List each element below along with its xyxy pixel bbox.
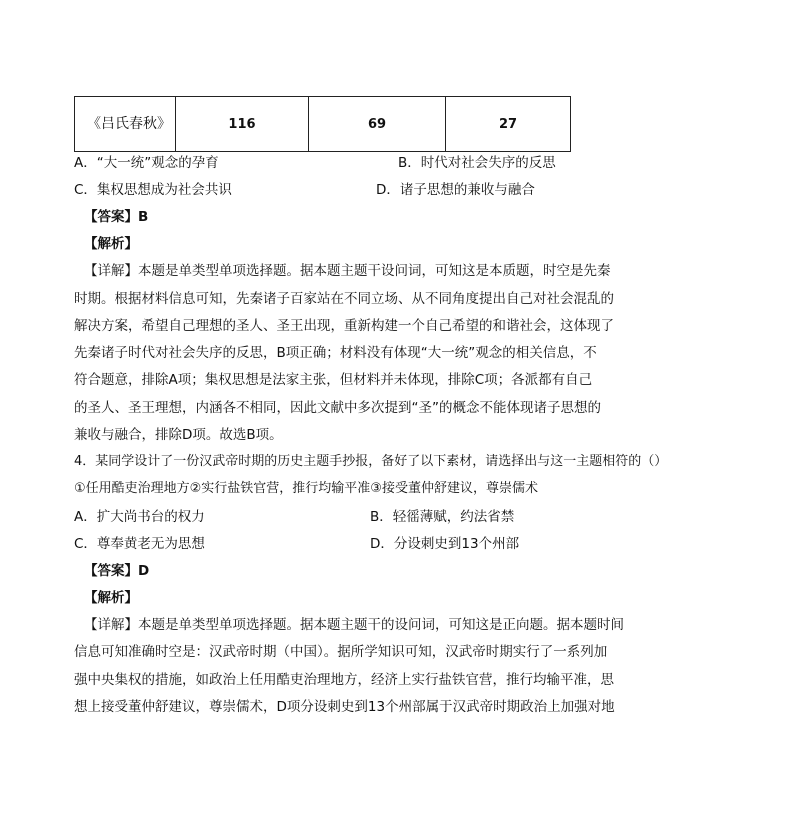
option-d: D．诸子思想的兼收与融合 (376, 182, 535, 198)
detail-line: 【详解】本题是单类型单项选择题。据本题主题干设问词，可知这是本质题，时空是先秦 (84, 263, 611, 279)
table-cell-value: 69 (309, 97, 446, 152)
option-c: C．集权思想成为社会共识 (74, 182, 232, 198)
answer-label: 【答案】B (84, 209, 149, 225)
detail-line: 时期。根据材料信息可知，先秦诸子百家站在不同立场、从不同角度提出自己对社会混乱的 (74, 291, 614, 307)
table-cell-value: 27 (446, 97, 571, 152)
table-cell-value: 116 (176, 97, 309, 152)
detail-line: 强中央集权的措施，如政治上任用酷吏治理地方，经济上实行盐铁官营，推行均输平准，思 (74, 672, 614, 688)
option-a: A．扩大尚书台的权力 (74, 509, 205, 525)
question-stem: 4．某同学设计了一份汉武帝时期的历史主题手抄报，备好了以下素材，请选择出与这一主题相符的（） (74, 454, 668, 469)
detail-line: 兼收与融合，排除D项。故选B项。 (74, 427, 283, 443)
detail-line: 【详解】本题是单类型单项选择题。据本题主题干的设问词，可知这是正向题。据本题时间 (84, 617, 624, 633)
option-d: D．分设刺史到13个州部 (370, 536, 520, 552)
detail-line: 的圣人、圣王理想，内涵各不相同，因此文献中多次提到“圣”的概念不能体现诸子思想的 (74, 400, 601, 416)
option-a: A．“大一统”观念的孕育 (74, 155, 219, 171)
option-c: C．尊奉黄老无为思想 (74, 536, 205, 552)
detail-line: 信息可知准确时空是：汉武帝时期（中国）。据所学知识可知，汉武帝时期实行了一系列加 (74, 644, 608, 660)
detail-line: 先秦诸子时代对社会失序的反思，B项正确；材料没有体现“大一统”观念的相关信息，不 (74, 345, 597, 361)
detail-line: 解决方案，希望自己理想的圣人、圣王出现，重新构建一个自己希望的和谐社会，这体现了 (74, 318, 614, 334)
data-table (74, 96, 571, 152)
table-row (75, 97, 571, 152)
detail-line: 想上接受董仲舒建议，尊崇儒术，D项分设刺史到13个州部属于汉武帝时期政治上加强对地 (74, 699, 615, 715)
analysis-label: 【解析】 (84, 590, 138, 606)
detail-line: 符合题意，排除A项；集权思想是法家主张，但材料并未体现，排除C项；各派都有自己 (74, 372, 593, 388)
answer-label: 【答案】D (84, 563, 150, 579)
question-materials: ①任用酷吏治理地方②实行盐铁官营，推行均输平准③接受董仲舒建议，尊崇儒术 (74, 481, 538, 496)
option-b: B．时代对社会失序的反思 (398, 155, 556, 171)
table-cell-book: 《吕氏春秋》 (75, 97, 176, 152)
analysis-label: 【解析】 (84, 236, 138, 252)
option-b: B．轻徭薄赋，约法省禁 (370, 509, 515, 525)
